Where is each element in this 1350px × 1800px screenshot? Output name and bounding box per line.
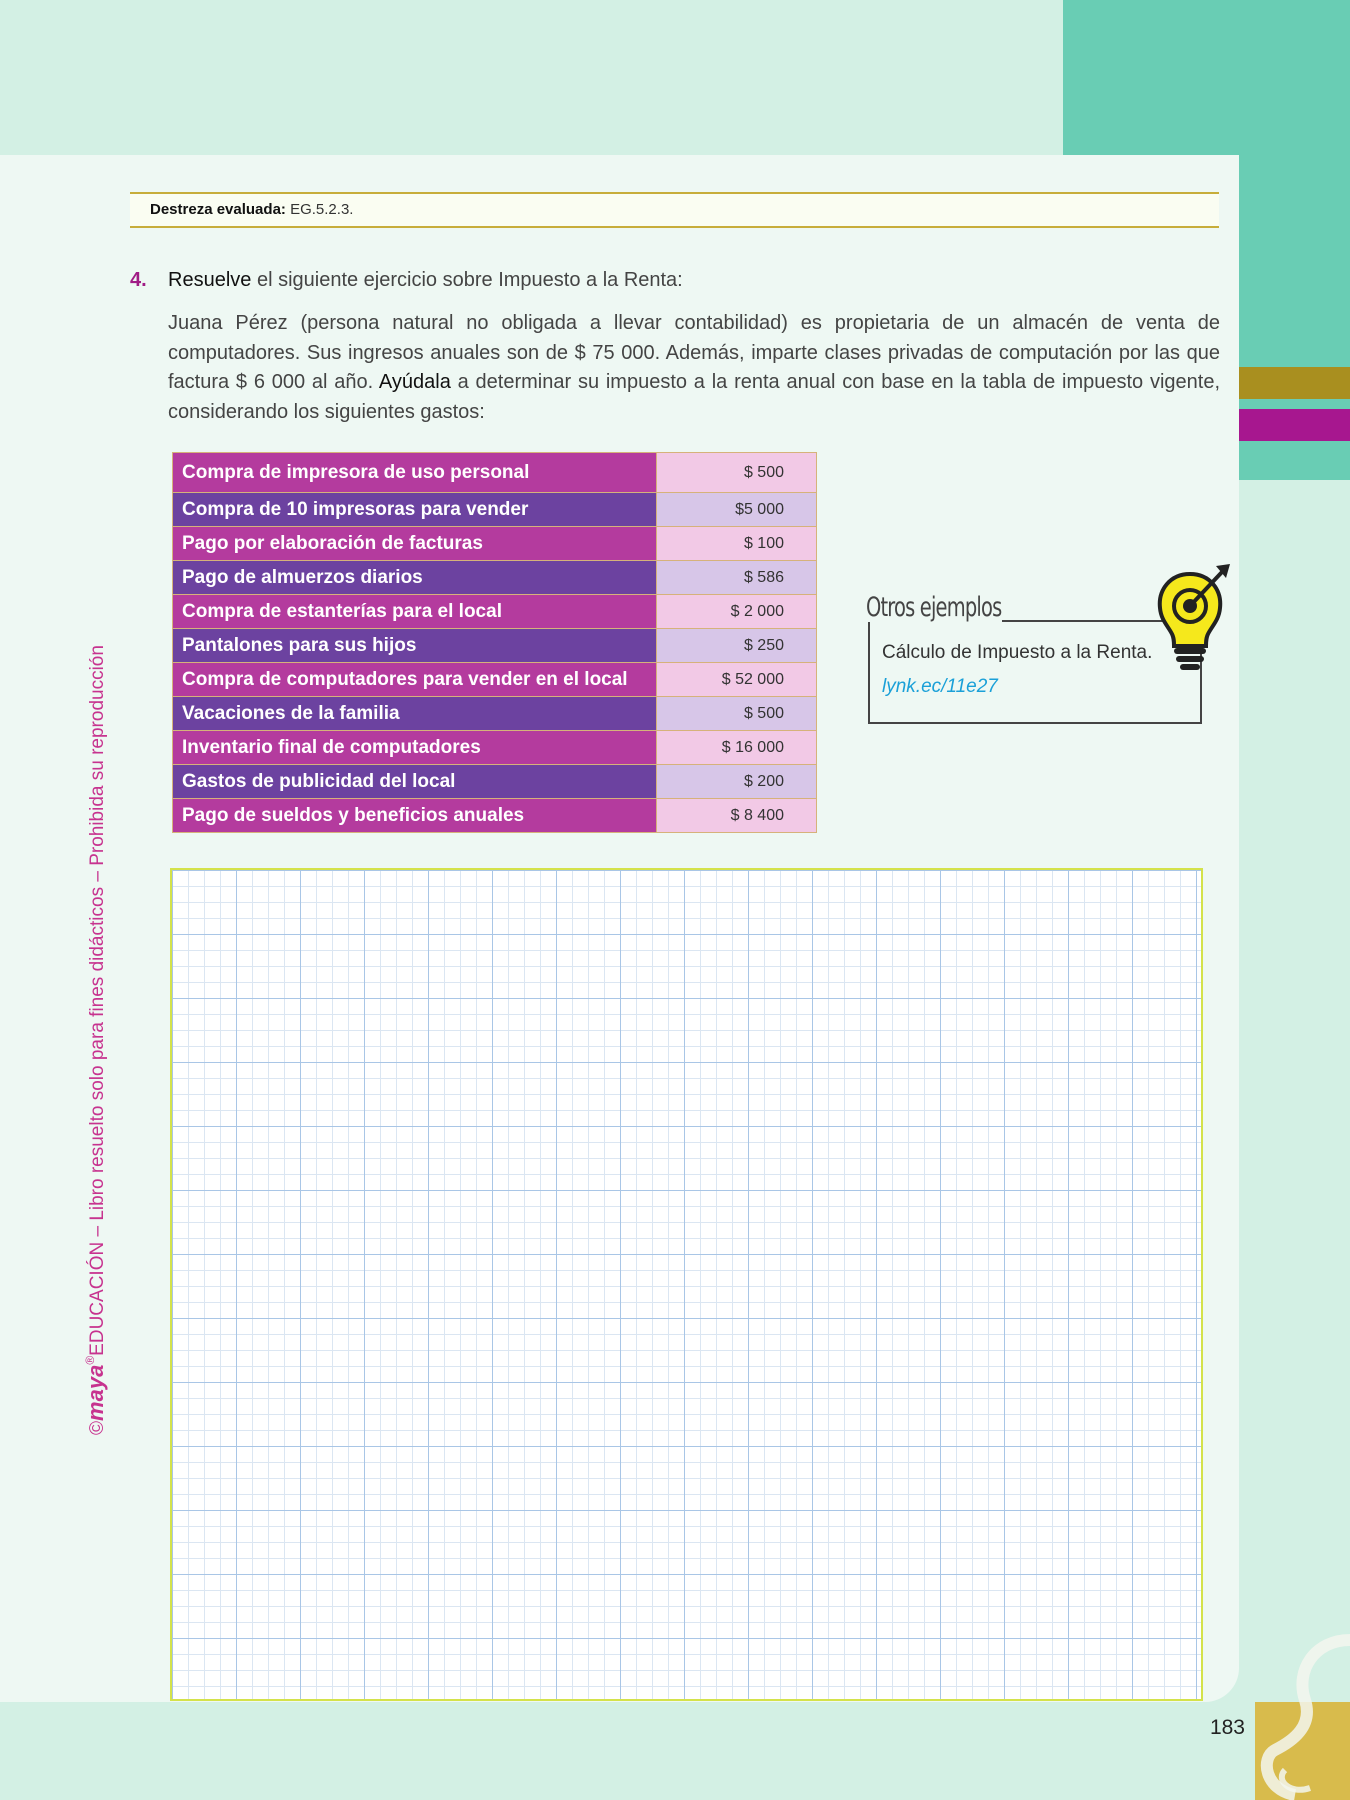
expense-amount: $ 586 (657, 561, 817, 595)
table-row (173, 765, 817, 799)
page-number: 183 (1209, 1716, 1245, 1739)
copyright-symbol: © (87, 1420, 108, 1435)
corner-swirl-icon (1255, 1630, 1350, 1800)
paragraph-bold-verb: Ayúdala (378, 371, 451, 393)
skill-code: EG.5.2.3. (290, 201, 354, 218)
expense-label: Pantalones para sus hijos (173, 629, 657, 663)
expense-amount: $ 8 400 (657, 799, 817, 833)
table-row (173, 453, 817, 493)
expense-label: Pago por elaboración de facturas (173, 527, 657, 561)
expense-label: Gastos de publicidad del local (173, 765, 657, 799)
lightbulb-target-icon (1156, 560, 1232, 672)
expense-label: Pago de sueldos y beneficios anuales (173, 799, 657, 833)
expense-amount: $ 250 (657, 629, 817, 663)
copyright-text: EDUCACIÓN – Libro resuelto solo para fines didácticos – Prohibida su reproducción (87, 645, 108, 1356)
expense-label: Vacaciones de la familia (173, 697, 657, 731)
expense-amount: $ 500 (657, 697, 817, 731)
paragraph-part-2: a determinar su impuesto a la renta anual con base en la tabla de impuesto vigente, considerando los siguientes gastos: (168, 371, 1220, 423)
expense-amount: $ 100 (657, 527, 817, 561)
registered-mark: ® (83, 1355, 97, 1365)
expense-amount: $ 52 000 (657, 663, 817, 697)
expense-label: Inventario final de computadores (173, 731, 657, 765)
answer-grid[interactable] (170, 868, 1203, 1701)
expense-label: Compra de estanterías para el local (173, 595, 657, 629)
expense-label: Compra de 10 impresoras para vender (173, 493, 657, 527)
expense-label: Compra de impresora de uso personal (173, 453, 657, 493)
skill-bar (130, 192, 1219, 228)
table-row (173, 799, 817, 833)
table-row (173, 493, 817, 527)
expense-label: Pago de almuerzos diarios (173, 561, 657, 595)
table-row (173, 527, 817, 561)
expenses-table (172, 452, 817, 833)
table-row (173, 697, 817, 731)
skill-label: Destreza evaluada: (150, 201, 286, 218)
otros-ejemplos-title: Otros ejemplos (866, 592, 1002, 623)
expense-amount: $5 000 (657, 493, 817, 527)
table-row (173, 595, 817, 629)
copyright-notice (83, 645, 109, 1435)
expense-amount: $ 200 (657, 765, 817, 799)
gold-tab (1239, 367, 1350, 399)
expense-label: Compra de computadores para vender en el local (173, 663, 657, 697)
expense-amount: $ 500 (657, 453, 817, 493)
magenta-tab (1239, 409, 1350, 441)
table-row (173, 629, 817, 663)
expense-amount: $ 2 000 (657, 595, 817, 629)
question-verb: Resuelve (168, 269, 252, 291)
question-instruction (168, 269, 683, 292)
question-instruction-text: el siguiente ejercicio sobre Impuesto a la Renta: (251, 269, 683, 291)
table-row (173, 561, 817, 595)
table-row (173, 663, 817, 697)
table-row (173, 731, 817, 765)
otros-ejemplos-box (868, 622, 1202, 724)
brand-logo: maya (83, 1364, 108, 1421)
otros-ejemplos-text: Cálculo de Impuesto a la Renta. (882, 642, 1153, 663)
question-number: 4. (130, 269, 147, 291)
expense-amount: $ 16 000 (657, 731, 817, 765)
question-paragraph (168, 309, 1220, 427)
paragraph-part-1: Juana Pérez (persona natural no obligada a llevar contabilidad) es propietaria de un almacén de venta de computadores. Sus ingresos anuales son de $ 75 000. Además, imparte clases privadas de computación por las que factura $ 6 000 al año. (168, 312, 1220, 393)
footer-band (0, 1702, 1350, 1800)
otros-ejemplos-link[interactable]: lynk.ec/11e27 (882, 676, 998, 697)
